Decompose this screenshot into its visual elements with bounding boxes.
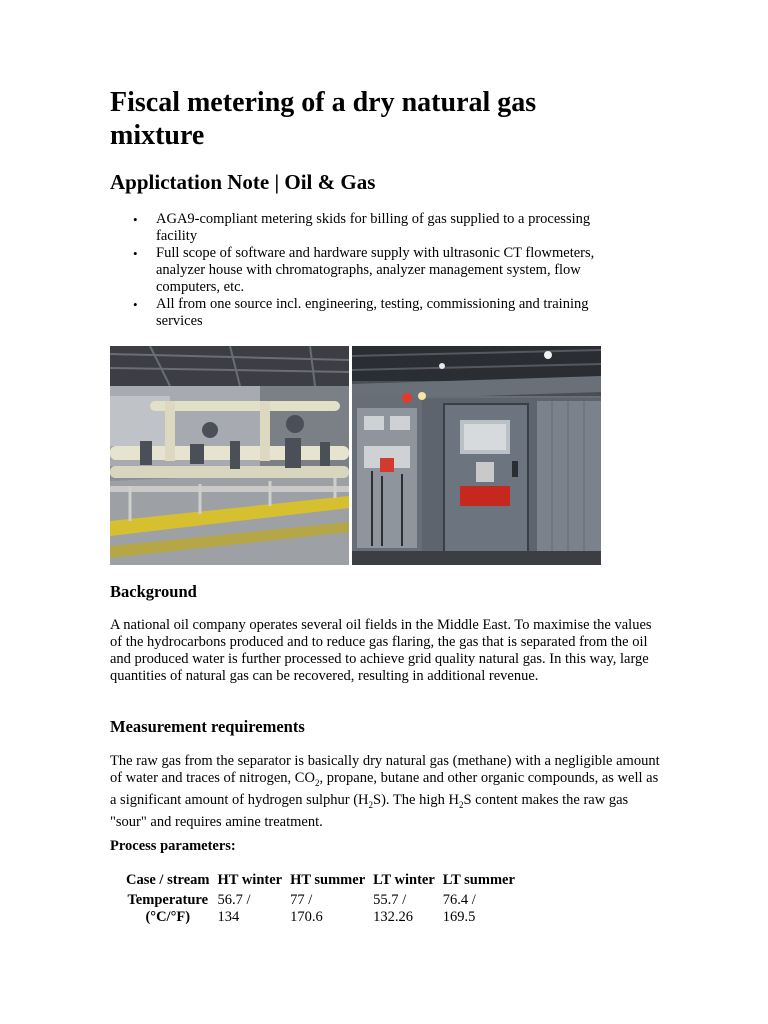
list-item-text: All from one source incl. engineering, testing, commissioning and training services xyxy=(156,296,589,329)
measurement-paragraph: The raw gas from the separator is basically dry natural gas (methane) with a negligible amount of water and traces of nitrogen, $CO_2$, propane, butane and other organic compounds, as well as a significant amount of hydrogen sulphur $(H_2S)$. The high $H_2S$ content makes the raw gas "sour" and requires amine treatment. xyxy=(110,753,660,830)
process-parameters-label: Process parameters: xyxy=(110,838,236,854)
table-header-cell: LT summer xyxy=(442,872,515,888)
bullet-icon: • xyxy=(133,297,138,312)
background-paragraph: A national oil company operates several oil fields in the Middle East. To maximise the values of the hydrocarbons produced and to reduce gas flaring, the gas that is separated from the oil and produced water is further processed to achieve grid quality natural gas. In this way, large quantities of natural gas can be recovered, resulting in additional revenue. xyxy=(110,617,652,684)
measurement-heading: Measurement requirements xyxy=(110,717,305,736)
list-item xyxy=(110,211,630,245)
feature-list xyxy=(110,211,630,330)
table-cell: 77 / 170.6 xyxy=(290,892,323,925)
table-header-row xyxy=(122,872,519,892)
table-header-cell: Case / stream xyxy=(126,872,210,888)
table-header-cell: HT summer xyxy=(290,872,366,888)
bullet-icon: • xyxy=(133,212,138,227)
list-item-text: AGA9-compliant metering skids for billing of gas supplied to a processing facility xyxy=(156,211,591,244)
table-header-cell: LT winter xyxy=(373,872,435,888)
process-parameters-table xyxy=(122,872,519,926)
table-row xyxy=(122,892,519,926)
list-item xyxy=(110,296,630,330)
list-item xyxy=(110,245,630,296)
document-subtitle: Applictation Note | Oil & Gas xyxy=(110,170,376,194)
analyzer-house-photo xyxy=(352,346,601,565)
table-header-cell: HT winter xyxy=(217,872,283,888)
table-cell: 55.7 / 132.26 xyxy=(373,892,414,925)
table-row-label: Temperature (°C/°F) xyxy=(127,892,209,925)
document-title: Fiscal metering of a dry natural gas mixture xyxy=(110,87,537,151)
list-item-text: Full scope of software and hardware supply with ultrasonic CT flowmeters, analyzer house with chromatographs, analyzer management system, flow computers, etc. xyxy=(156,245,595,295)
background-heading: Background xyxy=(110,582,197,601)
bullet-icon: • xyxy=(133,246,138,261)
metering-skid-photo xyxy=(110,346,349,565)
table-cell: 56.7 / 134 xyxy=(217,892,251,925)
photo-collage xyxy=(110,346,601,565)
table-cell: 76.4 / 169.5 xyxy=(442,892,476,925)
